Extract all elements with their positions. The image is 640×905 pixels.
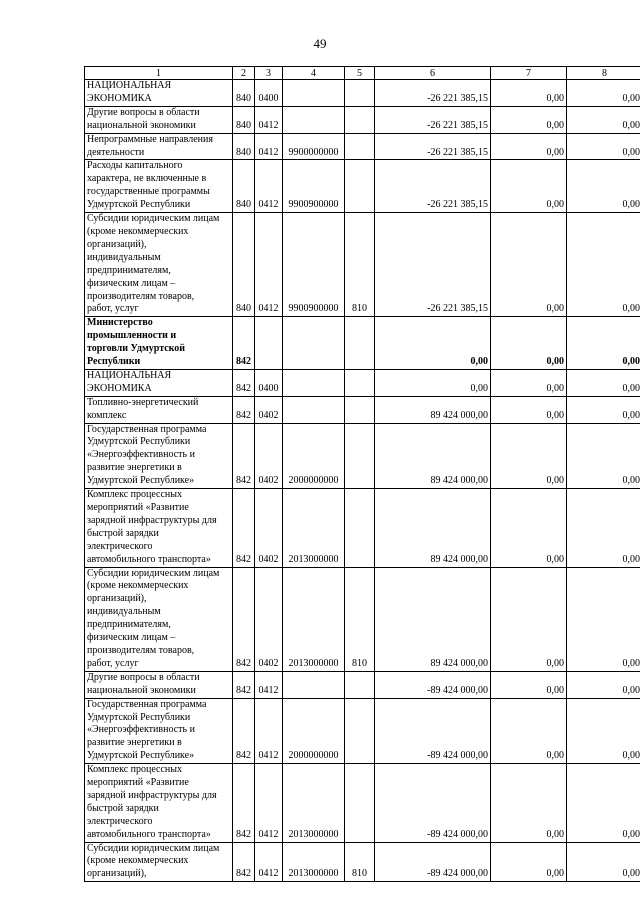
table-row: [85, 671, 640, 698]
amount-col6-cell: 89 424 000,00: [375, 489, 491, 567]
amount-col8-cell: 0,00: [567, 842, 640, 882]
row-name-cell: Другие вопросы в области национальной экономики: [85, 671, 233, 698]
section-code-cell: 0412: [255, 764, 283, 842]
header-row: [85, 67, 640, 80]
amount-col7-cell: 0,00: [491, 489, 567, 567]
target-article-cell: 2013000000: [283, 567, 345, 671]
header-cell: 2: [233, 67, 255, 80]
amount-col7-cell: 0,00: [491, 764, 567, 842]
table-row: [85, 213, 640, 317]
budget-table: [84, 66, 640, 882]
header-cell: 6: [375, 67, 491, 80]
amount-col7-cell: 0,00: [491, 133, 567, 160]
target-article-cell: 2013000000: [283, 489, 345, 567]
department-code-cell: 842: [233, 396, 255, 423]
expense-type-cell: [345, 671, 375, 698]
amount-col8-cell: 0,00: [567, 423, 640, 489]
section-code-cell: 0412: [255, 213, 283, 317]
section-code-cell: 0412: [255, 698, 283, 764]
department-code-cell: 840: [233, 133, 255, 160]
section-code-cell: 0412: [255, 842, 283, 882]
expense-type-cell: [345, 160, 375, 213]
section-code-cell: 0402: [255, 423, 283, 489]
amount-col6-cell: 0,00: [375, 369, 491, 396]
expense-type-cell: 810: [345, 842, 375, 882]
amount-col8-cell: 0,00: [567, 80, 640, 107]
amount-col6-cell: -26 221 385,15: [375, 80, 491, 107]
table-row: [85, 698, 640, 764]
row-name-cell: Министерство промышленности и торговли Удмуртской Республики: [85, 317, 233, 370]
expense-type-cell: [345, 489, 375, 567]
amount-col6-cell: -26 221 385,15: [375, 213, 491, 317]
target-article-cell: 2000000000: [283, 423, 345, 489]
expense-type-cell: [345, 764, 375, 842]
amount-col6-cell: -26 221 385,15: [375, 160, 491, 213]
amount-col6-cell: -89 424 000,00: [375, 698, 491, 764]
amount-col8-cell: 0,00: [567, 396, 640, 423]
expense-type-cell: [345, 423, 375, 489]
target-article-cell: 9900900000: [283, 213, 345, 317]
amount-col6-cell: 89 424 000,00: [375, 423, 491, 489]
target-article-cell: 2013000000: [283, 764, 345, 842]
department-code-cell: 842: [233, 567, 255, 671]
target-article-cell: [283, 671, 345, 698]
expense-type-cell: [345, 317, 375, 370]
section-code-cell: 0412: [255, 106, 283, 133]
section-code-cell: 0412: [255, 671, 283, 698]
department-code-cell: 842: [233, 369, 255, 396]
table-row: [85, 764, 640, 842]
row-name-cell: Непрограммные направления деятельности: [85, 133, 233, 160]
department-code-cell: 842: [233, 489, 255, 567]
amount-col8-cell: 0,00: [567, 106, 640, 133]
amount-col6-cell: -89 424 000,00: [375, 764, 491, 842]
expense-type-cell: [345, 133, 375, 160]
amount-col7-cell: 0,00: [491, 396, 567, 423]
table-row: [85, 369, 640, 396]
row-name-cell: Субсидии юридическим лицам (кроме некоммерческих организаций),: [85, 842, 233, 882]
amount-col8-cell: 0,00: [567, 671, 640, 698]
table-row: [85, 80, 640, 107]
amount-col8-cell: 0,00: [567, 567, 640, 671]
department-code-cell: 842: [233, 423, 255, 489]
table-row: [85, 396, 640, 423]
row-name-cell: Государственная программа Удмуртской Республики «Энергоэффективность и развитие энергетики в Удмуртской Республике»: [85, 423, 233, 489]
amount-col7-cell: 0,00: [491, 671, 567, 698]
table-row: [85, 317, 640, 370]
header-cell: 3: [255, 67, 283, 80]
table-row: [85, 842, 640, 882]
table-row: [85, 567, 640, 671]
expense-type-cell: 810: [345, 567, 375, 671]
section-code-cell: 0402: [255, 567, 283, 671]
header-cell: 1: [85, 67, 233, 80]
table-row: [85, 160, 640, 213]
department-code-cell: 840: [233, 213, 255, 317]
amount-col8-cell: 0,00: [567, 489, 640, 567]
amount-col6-cell: -89 424 000,00: [375, 671, 491, 698]
section-code-cell: 0400: [255, 80, 283, 107]
amount-col6-cell: 0,00: [375, 317, 491, 370]
row-name-cell: Топливно-энергетический комплекс: [85, 396, 233, 423]
expense-type-cell: 810: [345, 213, 375, 317]
department-code-cell: 840: [233, 106, 255, 133]
row-name-cell: Расходы капитального характера, не включенные в государственные программы Удмуртской Республики: [85, 160, 233, 213]
target-article-cell: 2000000000: [283, 698, 345, 764]
expense-type-cell: [345, 80, 375, 107]
amount-col7-cell: 0,00: [491, 213, 567, 317]
amount-col8-cell: 0,00: [567, 213, 640, 317]
amount-col6-cell: 89 424 000,00: [375, 567, 491, 671]
section-code-cell: 0412: [255, 160, 283, 213]
target-article-cell: [283, 80, 345, 107]
section-code-cell: [255, 317, 283, 370]
row-name-cell: Государственная программа Удмуртской Республики «Энергоэффективность и развитие энергетики в Удмуртской Республике»: [85, 698, 233, 764]
expense-type-cell: [345, 106, 375, 133]
table-row: [85, 423, 640, 489]
amount-col7-cell: 0,00: [491, 423, 567, 489]
header-cell: 8: [567, 67, 640, 80]
amount-col7-cell: 0,00: [491, 106, 567, 133]
amount-col6-cell: -26 221 385,15: [375, 106, 491, 133]
amount-col8-cell: 0,00: [567, 160, 640, 213]
department-code-cell: 842: [233, 317, 255, 370]
section-code-cell: 0402: [255, 396, 283, 423]
department-code-cell: 840: [233, 160, 255, 213]
target-article-cell: 9900000000: [283, 133, 345, 160]
target-article-cell: 9900900000: [283, 160, 345, 213]
header-cell: 5: [345, 67, 375, 80]
amount-col8-cell: 0,00: [567, 369, 640, 396]
section-code-cell: 0402: [255, 489, 283, 567]
department-code-cell: 842: [233, 671, 255, 698]
department-code-cell: 840: [233, 80, 255, 107]
target-article-cell: [283, 369, 345, 396]
amount-col8-cell: 0,00: [567, 133, 640, 160]
amount-col7-cell: 0,00: [491, 369, 567, 396]
amount-col6-cell: -26 221 385,15: [375, 133, 491, 160]
department-code-cell: 842: [233, 698, 255, 764]
row-name-cell: Комплекс процессных мероприятий «Развитие зарядной инфраструктуры для быстрой зарядки электрического автомобильного транспорта»: [85, 489, 233, 567]
row-name-cell: Комплекс процессных мероприятий «Развитие зарядной инфраструктуры для быстрой зарядки электрического автомобильного транспорта»: [85, 764, 233, 842]
target-article-cell: [283, 317, 345, 370]
table-row: [85, 489, 640, 567]
department-code-cell: 842: [233, 842, 255, 882]
amount-col7-cell: 0,00: [491, 698, 567, 764]
row-name-cell: НАЦИОНАЛЬНАЯ ЭКОНОМИКА: [85, 369, 233, 396]
department-code-cell: 842: [233, 764, 255, 842]
section-code-cell: 0400: [255, 369, 283, 396]
row-name-cell: Субсидии юридическим лицам (кроме некоммерческих организаций), индивидуальным предпринимателям, физическим лицам – производителям товаров, работ, услуг: [85, 567, 233, 671]
row-name-cell: НАЦИОНАЛЬНАЯ ЭКОНОМИКА: [85, 80, 233, 107]
amount-col8-cell: 0,00: [567, 698, 640, 764]
amount-col8-cell: 0,00: [567, 317, 640, 370]
amount-col7-cell: 0,00: [491, 80, 567, 107]
expense-type-cell: [345, 396, 375, 423]
expense-type-cell: [345, 698, 375, 764]
amount-col7-cell: 0,00: [491, 317, 567, 370]
target-article-cell: [283, 396, 345, 423]
row-name-cell: Другие вопросы в области национальной экономики: [85, 106, 233, 133]
amount-col6-cell: 89 424 000,00: [375, 396, 491, 423]
table-row: [85, 133, 640, 160]
target-article-cell: 2013000000: [283, 842, 345, 882]
amount-col7-cell: 0,00: [491, 160, 567, 213]
amount-col7-cell: 0,00: [491, 842, 567, 882]
amount-col8-cell: 0,00: [567, 764, 640, 842]
header-cell: 7: [491, 67, 567, 80]
target-article-cell: [283, 106, 345, 133]
section-code-cell: 0412: [255, 133, 283, 160]
header-cell: 4: [283, 67, 345, 80]
amount-col7-cell: 0,00: [491, 567, 567, 671]
amount-col6-cell: -89 424 000,00: [375, 842, 491, 882]
page-number: 49: [313, 36, 327, 51]
expense-type-cell: [345, 369, 375, 396]
table-row: [85, 106, 640, 133]
row-name-cell: Субсидии юридическим лицам (кроме некоммерческих организаций), индивидуальным предпринимателям, физическим лицам – производителям товаров, работ, услуг: [85, 213, 233, 317]
